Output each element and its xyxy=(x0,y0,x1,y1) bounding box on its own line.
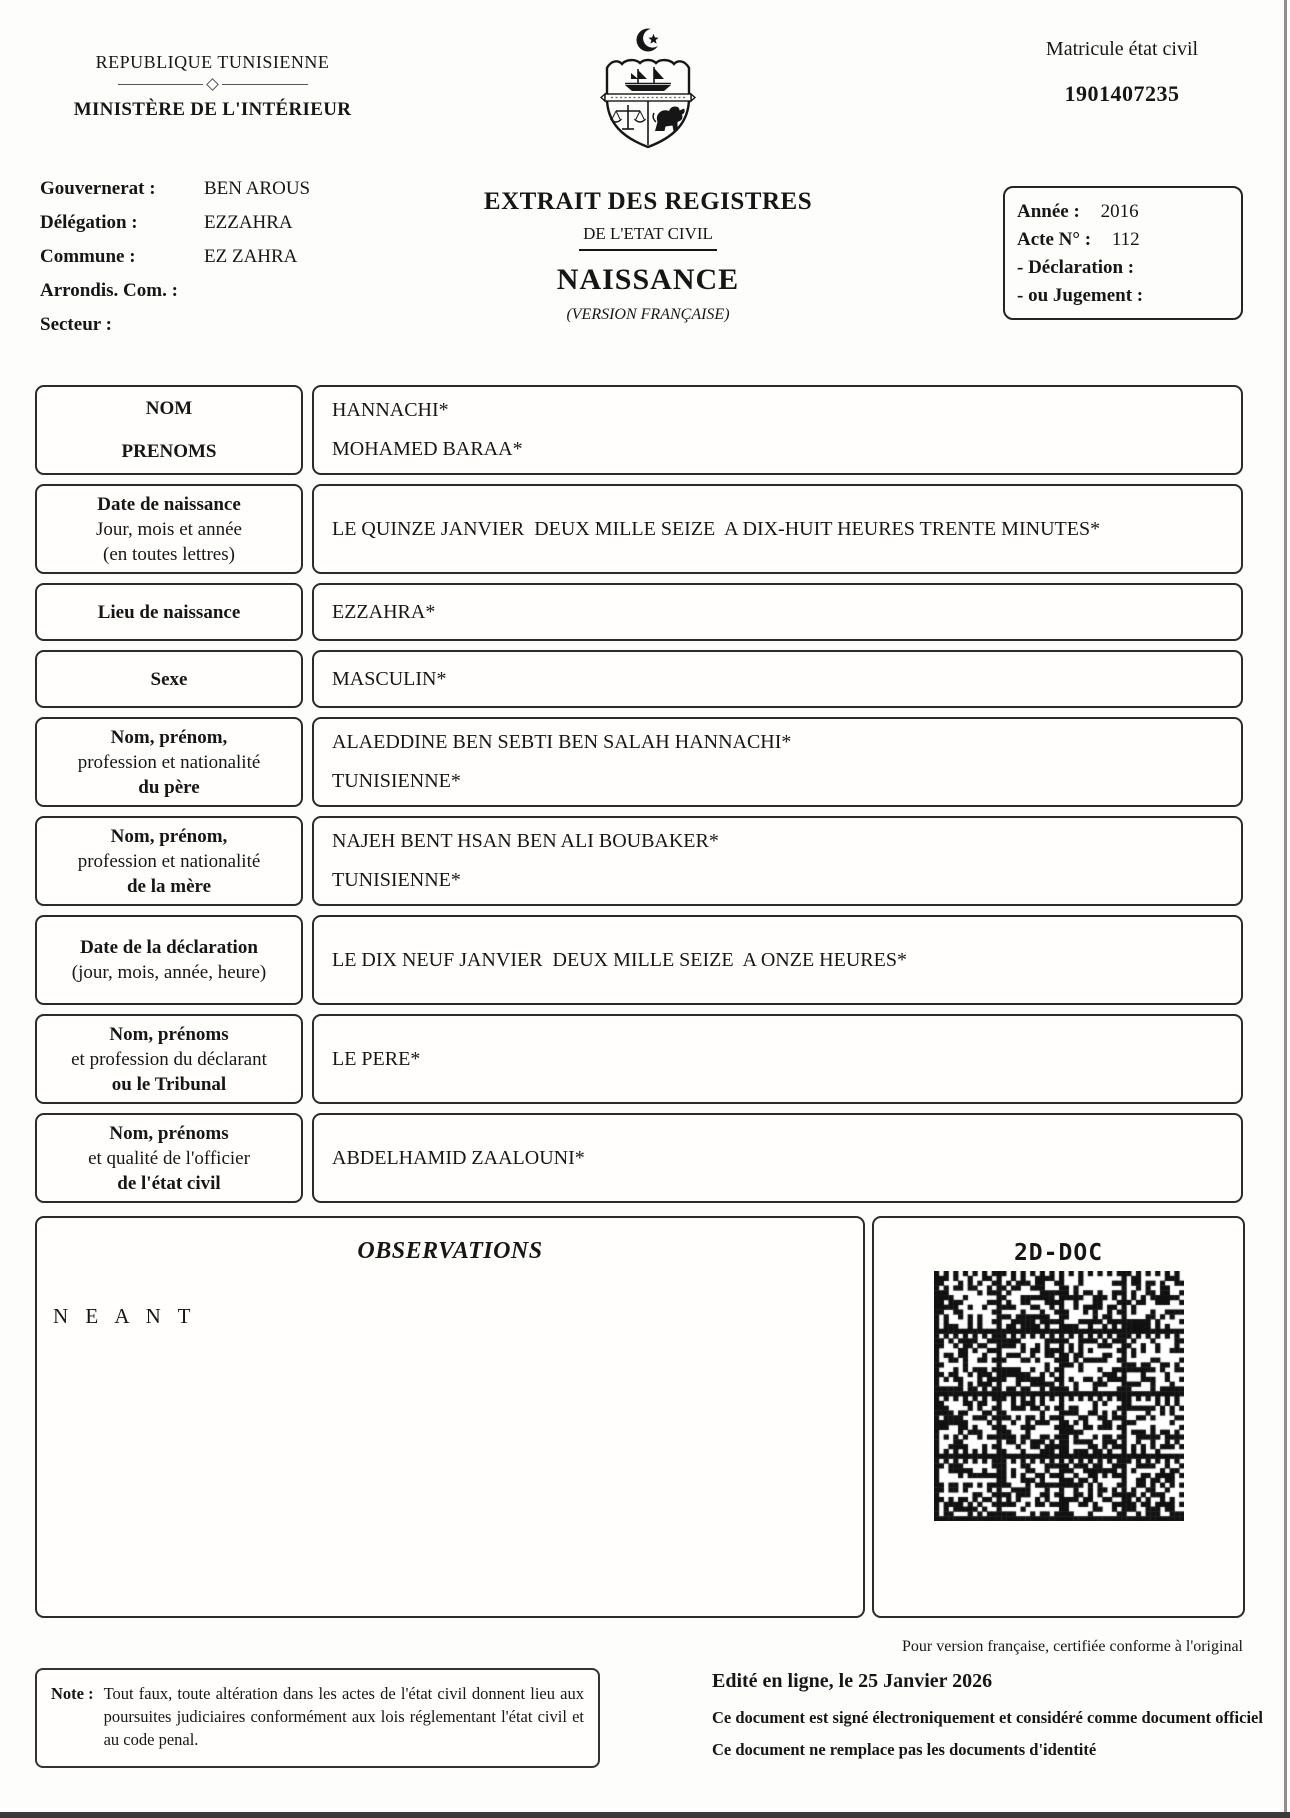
ornament-divider xyxy=(118,80,308,89)
row-value-line: MOHAMED BARAA* xyxy=(332,438,523,460)
jugement-label: - ou Jugement : xyxy=(1017,285,1144,306)
row-value-cell xyxy=(312,484,1243,574)
row-value-line: ALAEDDINE BEN SEBTI BEN SALAH HANNACHI* xyxy=(332,731,792,753)
datamatrix-barcode xyxy=(934,1271,1184,1521)
table-row xyxy=(35,915,1243,1005)
ministry-title: MINISTÈRE DE L'INTÉRIEUR xyxy=(73,99,352,120)
row-value-cell xyxy=(312,915,1243,1005)
row-value-cell xyxy=(312,1113,1243,1203)
row-value-line: LE QUINZE JANVIER DEUX MILLE SEIZE A DIX-HUIT HEURES TRENTE MINUTES* xyxy=(332,517,1101,540)
row-label-cell xyxy=(35,1113,303,1203)
title-naissance: NAISSANCE xyxy=(556,263,740,296)
jugement-row xyxy=(1017,282,1229,310)
delegation-label: Délégation : xyxy=(40,212,138,233)
barcode-box xyxy=(872,1216,1245,1618)
observations-title: OBSERVATIONS xyxy=(357,1238,543,1264)
row-label-line: Nom, prénoms xyxy=(109,1023,229,1045)
note-box xyxy=(35,1668,600,1768)
signed-electronically-statement: Ce document est signé électroniquement et considéré comme document officiel xyxy=(712,1708,1263,1727)
declaration-row xyxy=(1017,254,1229,282)
delegation-value: EZZAHRA xyxy=(204,212,293,233)
row-label-line: Lieu de naissance xyxy=(97,601,241,623)
arrondissement-label: Arrondis. Com. : xyxy=(40,280,178,301)
admin-block xyxy=(40,172,380,342)
annee-label: Année : xyxy=(1017,201,1080,222)
admin-row-gouvernerat xyxy=(40,172,380,206)
divider-line xyxy=(222,84,308,85)
row-label-cell xyxy=(35,484,303,574)
acte-box xyxy=(1003,186,1243,320)
table-row xyxy=(35,816,1243,906)
annee-row xyxy=(1017,198,1229,226)
row-label-line: Jour, mois et année xyxy=(96,518,242,540)
row-label-cell xyxy=(35,583,303,641)
admin-row-commune xyxy=(40,240,380,274)
row-value-line: ABDELHAMID ZAALOUNI* xyxy=(332,1146,585,1169)
row-label-line: et qualité de l'officier xyxy=(88,1147,250,1169)
row-value-line: TUNISIENNE* xyxy=(332,869,461,891)
row-label-line: et profession du déclarant xyxy=(71,1048,267,1070)
row-value-cell xyxy=(312,816,1243,906)
row-value-cell xyxy=(312,717,1243,807)
row-value-cell xyxy=(312,650,1243,708)
row-value-cell xyxy=(312,385,1243,475)
title-etat-civil: DE L'ETAT CIVIL xyxy=(579,224,717,251)
record-table xyxy=(35,385,1243,1212)
row-value-line: EZZAHRA* xyxy=(332,600,436,623)
table-row xyxy=(35,1014,1243,1104)
row-value-line: LE DIX NEUF JANVIER DEUX MILLE SEIZE A ONZE HEURES* xyxy=(332,948,907,971)
row-label-line: profession et nationalité xyxy=(77,850,261,872)
row-label-line: (jour, mois, année, heure) xyxy=(71,962,267,983)
barcode-label: 2D-DOC xyxy=(1013,1240,1104,1266)
row-value-cell xyxy=(312,583,1243,641)
certified-statement: Pour version française, certifiée conforme à l'original xyxy=(902,1638,1243,1655)
secteur-label: Secteur : xyxy=(40,314,112,335)
row-label-line: du père xyxy=(138,776,200,798)
row-value-line: LE PERE* xyxy=(332,1047,421,1070)
commune-label: Commune : xyxy=(40,246,136,267)
acte-num-value: 112 xyxy=(1111,229,1140,250)
note-text: Tout faux, toute altération dans les actes de l'état civil donnent lieu aux poursuites judiciaires conformément aux lois réglementant l'état civil et au code penal. xyxy=(103,1684,584,1749)
table-row xyxy=(35,1113,1243,1203)
row-label-line: Sexe xyxy=(150,668,188,690)
observations-value: N E A N T xyxy=(53,1304,197,1328)
row-label-line: de la mère xyxy=(126,875,212,897)
admin-row-secteur xyxy=(40,308,380,342)
row-label-line: Date de la déclaration xyxy=(80,937,258,958)
note-label: Note : xyxy=(51,1684,94,1703)
row-label-line: ou le Tribunal xyxy=(111,1073,227,1095)
admin-row-arrondissement xyxy=(40,274,380,308)
title-version: (VERSION FRANÇAISE) xyxy=(566,306,730,323)
table-row xyxy=(35,385,1243,475)
scan-edge-line xyxy=(1284,0,1287,1818)
table-row xyxy=(35,484,1243,574)
edited-online-date: Edité en ligne, le 25 Janvier 2026 xyxy=(712,1670,993,1692)
acte-num-row xyxy=(1017,226,1229,254)
matricule-value: 1901407235 xyxy=(1064,81,1180,106)
row-value-line: MASCULIN* xyxy=(332,667,447,690)
row-label-cell xyxy=(35,915,303,1005)
matricule-label: Matricule état civil xyxy=(1045,38,1199,60)
header-right xyxy=(998,38,1246,107)
row-label-line: (en toutes lettres) xyxy=(103,543,235,565)
document-title xyxy=(448,188,848,324)
row-label-line: profession et nationalité xyxy=(77,751,261,773)
row-label-cell xyxy=(35,717,303,807)
table-row xyxy=(35,583,1243,641)
divider-line xyxy=(118,84,204,85)
row-label-line: de l'état civil xyxy=(117,1172,221,1194)
acte-num-label: Acte N° : xyxy=(1017,229,1092,250)
row-value-line: HANNACHI* xyxy=(332,399,449,421)
row-label-line: Nom, prénom, xyxy=(110,726,228,748)
declaration-label: - Déclaration : xyxy=(1017,257,1135,278)
row-label-cell xyxy=(35,385,303,475)
row-value-cell xyxy=(312,1014,1243,1104)
header-left xyxy=(70,52,355,121)
row-label-line: PRENOMS xyxy=(121,441,217,462)
table-row xyxy=(35,650,1243,708)
row-label-cell xyxy=(35,1014,303,1104)
admin-row-delegation xyxy=(40,206,380,240)
diamond-ornament-icon xyxy=(206,78,219,91)
row-label-cell xyxy=(35,816,303,906)
row-label-cell xyxy=(35,650,303,708)
table-row xyxy=(35,717,1243,807)
row-label-line: NOM xyxy=(145,398,193,419)
scan-bottom-line xyxy=(0,1812,1290,1818)
observations-box xyxy=(35,1216,865,1618)
row-label-line: Date de naissance xyxy=(97,493,241,515)
row-label-line: Nom, prénoms xyxy=(109,1122,229,1144)
tunisia-coat-of-arms-icon xyxy=(597,26,699,152)
row-value-line: NAJEH BENT HSAN BEN ALI BOUBAKER* xyxy=(332,830,719,852)
commune-value: EZ ZAHRA xyxy=(204,246,298,267)
not-identity-document-statement: Ce document ne remplace pas les documents d'identité xyxy=(712,1740,1097,1759)
republic-title: REPUBLIQUE TUNISIENNE xyxy=(95,52,330,72)
gouvernerat-label: Gouvernerat : xyxy=(40,178,156,199)
row-label-line: Nom, prénom, xyxy=(110,825,228,847)
row-value-line: TUNISIENNE* xyxy=(332,770,461,792)
gouvernerat-value: BEN AROUS xyxy=(204,178,311,199)
annee-value: 2016 xyxy=(1100,201,1139,222)
title-extrait: EXTRAIT DES REGISTRES xyxy=(483,188,813,215)
